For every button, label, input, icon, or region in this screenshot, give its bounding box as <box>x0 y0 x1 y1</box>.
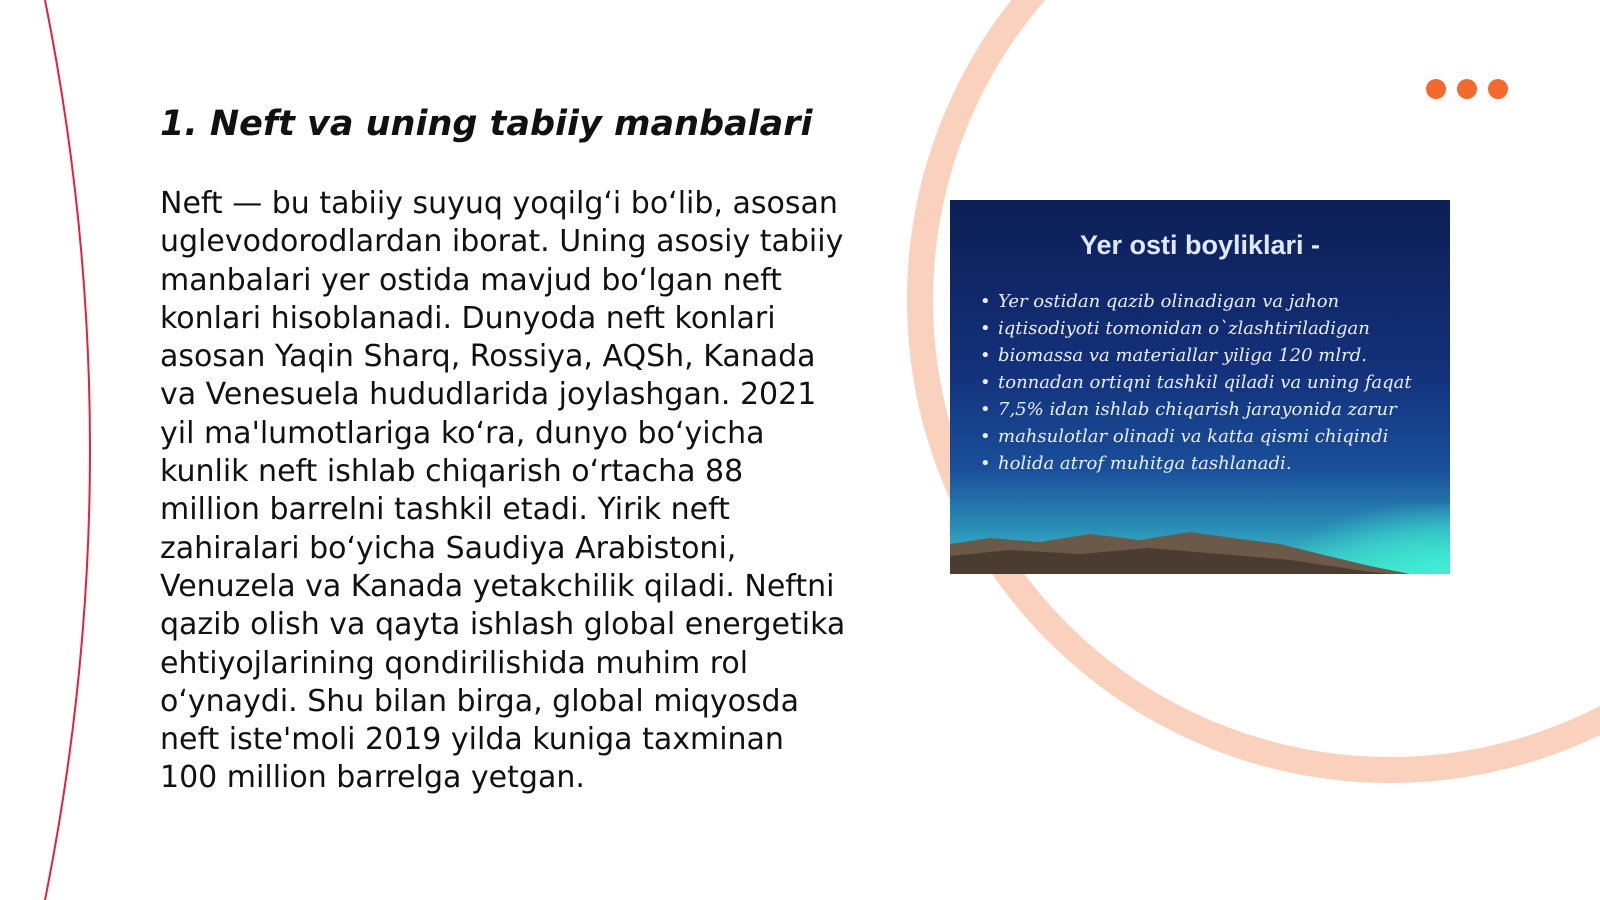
slide-body-text: Neft — bu tabiiy suyuq yoqilg‘i bo‘lib, asosan uglevodorodlardan iborat. Uning asosiy tabiiy manbalari yer ostida mavjud bo‘lgan neft konlari hisoblanadi. Dunyoda neft konlari asosan Yaqin Sharq, Rossiya, AQSh, Kanada va Venesuela hududlarida joylashgan. 2021 yil ma'lumotlariga ko‘ra, dunyo bo‘yicha kunlik neft ishlab chiqarish o‘rtacha 88 million barrelni tashkil etadi. Yirik neft zahiralari bo‘yicha Saudiya Arabistoni, Venuzela va Kanada yetakchilik qiladi. Neftni qazib olish va qayta ishlash global energetika ehtiyojlarining qondirilishida muhim rol o‘ynaydi. Shu bilan birga, global miqyosda neft iste'moli 2019 yilda kuniga taxminan 100 million barrelga yetgan. <box>160 186 846 796</box>
bullet-text: mahsulotlar olinadi va katta qismi chiqindi <box>998 426 1389 447</box>
slide-image <box>950 200 1450 574</box>
bullet-icon: • <box>980 372 991 393</box>
bullet-text: tonnadan ortiqni tashkil qiladi va uning faqat <box>998 372 1412 393</box>
bullet-icon: • <box>980 453 991 474</box>
bullet-text: 7,5% idan ishlab chiqarish jarayonida zarur <box>998 399 1397 420</box>
bullet-text: iqtisodiyoti tomonidan o`zlashtiriladigan <box>998 318 1370 339</box>
dot-icon <box>1488 79 1508 99</box>
decorative-dots <box>1426 79 1508 99</box>
list-item <box>978 290 1418 313</box>
left-accent-line <box>45 0 90 900</box>
bullet-icon: • <box>980 345 991 366</box>
bullet-text: biomassa va materiallar yiliga 120 mlrd. <box>998 345 1367 366</box>
bullet-icon: • <box>980 291 991 312</box>
bullet-text: holida atrof muhitga tashlanadi. <box>998 453 1292 474</box>
image-bullet-list <box>978 290 1418 479</box>
dot-icon <box>1426 79 1446 99</box>
list-item <box>978 344 1418 367</box>
bullet-text: Yer ostidan qazib olinadigan va jahon <box>998 291 1340 312</box>
bullet-icon: • <box>980 399 991 420</box>
image-title: Yer osti boyliklari - <box>1079 230 1321 260</box>
list-item <box>978 425 1418 448</box>
slide-title: 1. Neft va uning tabiiy manbalari <box>160 104 813 144</box>
list-item <box>978 452 1418 475</box>
bullet-icon: • <box>980 318 991 339</box>
bullet-icon: • <box>980 426 991 447</box>
dot-icon <box>1457 79 1477 99</box>
mountains-silhouette <box>950 514 1450 574</box>
list-item <box>978 398 1418 421</box>
list-item <box>978 317 1418 340</box>
list-item <box>978 371 1418 394</box>
